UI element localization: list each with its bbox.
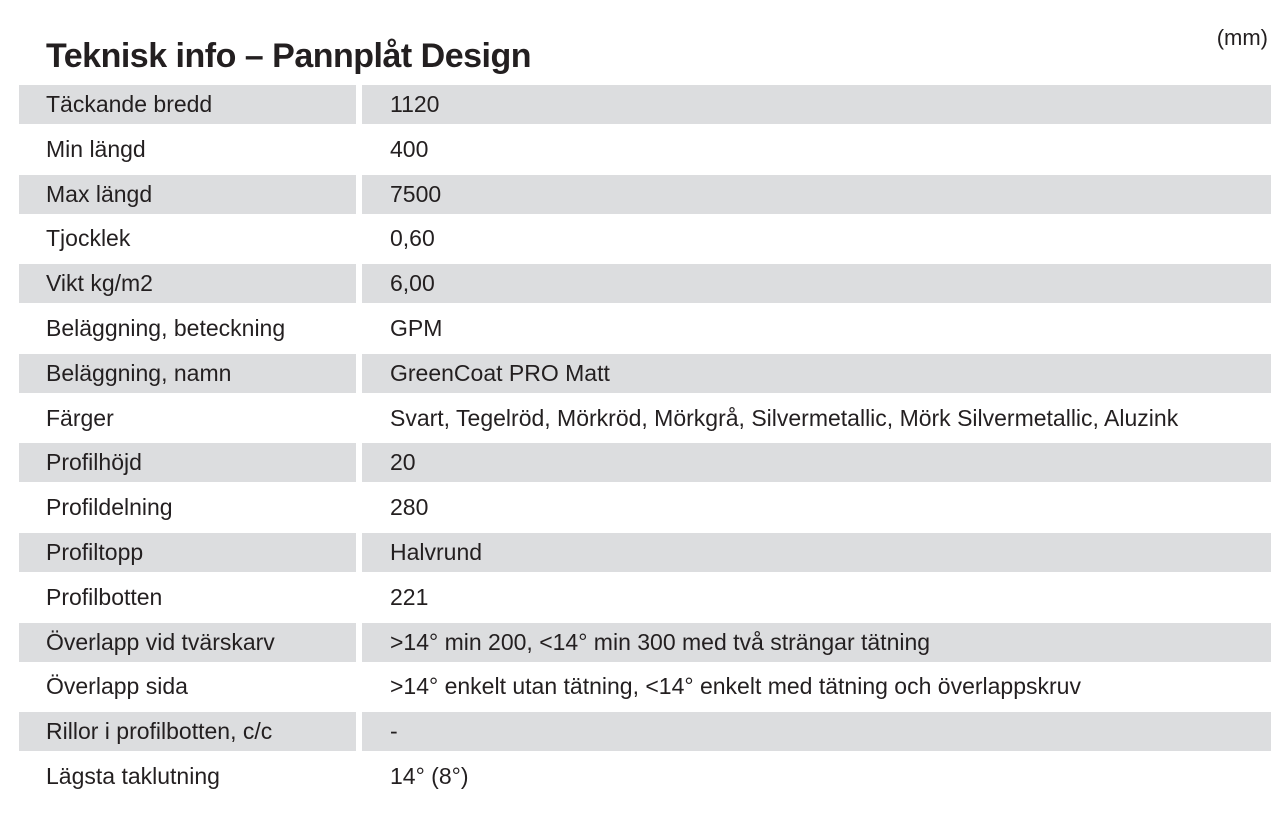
row-label: Max längd bbox=[19, 175, 356, 214]
row-label: Profildelning bbox=[46, 494, 173, 521]
row-label: Profilhöjd bbox=[19, 443, 356, 482]
row-label: Beläggning, namn bbox=[19, 354, 356, 393]
unit-note: (mm) bbox=[1216, 25, 1268, 50]
row-value: Halvrund bbox=[362, 533, 1271, 572]
row-value: - bbox=[362, 712, 1271, 751]
row-value: 7500 bbox=[362, 175, 1271, 214]
row-label: Färger bbox=[46, 404, 114, 431]
row-value: 400 bbox=[390, 135, 429, 162]
row-value: GPM bbox=[390, 314, 443, 341]
row-value: >14° min 200, <14° min 300 med två strängar tätning bbox=[362, 623, 1271, 662]
row-value: >14° enkelt utan tätning, <14° enkelt med tätning och överlappskruv bbox=[390, 673, 1081, 700]
row-value: GreenCoat PRO Matt bbox=[362, 354, 1271, 393]
page-title: Teknisk info – Pannplåt Design bbox=[46, 37, 532, 75]
row-label: Överlapp vid tvärskarv bbox=[19, 623, 356, 662]
row-value: 0,60 bbox=[390, 225, 435, 252]
table-row bbox=[19, 623, 1271, 668]
table-row bbox=[19, 219, 1271, 264]
table-row bbox=[19, 443, 1271, 488]
row-value: Svart, Tegelröd, Mörkröd, Mörkgrå, Silvermetallic, Mörk Silvermetallic, Aluzink bbox=[390, 404, 1179, 431]
row-value: 221 bbox=[390, 583, 429, 610]
row-value: 6,00 bbox=[362, 264, 1271, 303]
table-row bbox=[19, 175, 1271, 220]
row-label: Vikt kg/m2 bbox=[19, 264, 356, 303]
row-label: Tjocklek bbox=[46, 225, 131, 252]
table-row bbox=[19, 712, 1271, 757]
table-row bbox=[19, 309, 1271, 354]
row-label: Beläggning, beteckning bbox=[46, 314, 286, 341]
table-row bbox=[19, 130, 1271, 175]
table-row bbox=[19, 399, 1271, 444]
row-value: 1120 bbox=[362, 85, 1271, 124]
table-row bbox=[19, 757, 1271, 802]
table-row bbox=[19, 533, 1271, 578]
row-label: Profiltopp bbox=[19, 533, 356, 572]
table-row bbox=[19, 667, 1271, 712]
row-label: Överlapp sida bbox=[46, 673, 188, 700]
row-label: Profilbotten bbox=[46, 583, 163, 610]
table-row bbox=[19, 264, 1271, 309]
row-label: Rillor i profilbotten, c/c bbox=[19, 712, 356, 751]
row-label: Lägsta taklutning bbox=[46, 762, 220, 789]
spec-table bbox=[19, 85, 1271, 802]
row-value: 280 bbox=[390, 494, 429, 521]
row-label: Min längd bbox=[46, 135, 146, 162]
row-label: Täckande bredd bbox=[19, 85, 356, 124]
table-row bbox=[19, 578, 1271, 623]
table-row bbox=[19, 488, 1271, 533]
row-value: 20 bbox=[362, 443, 1271, 482]
table-row bbox=[19, 85, 1271, 130]
row-value: 14° (8°) bbox=[390, 762, 469, 789]
table-row bbox=[19, 354, 1271, 399]
